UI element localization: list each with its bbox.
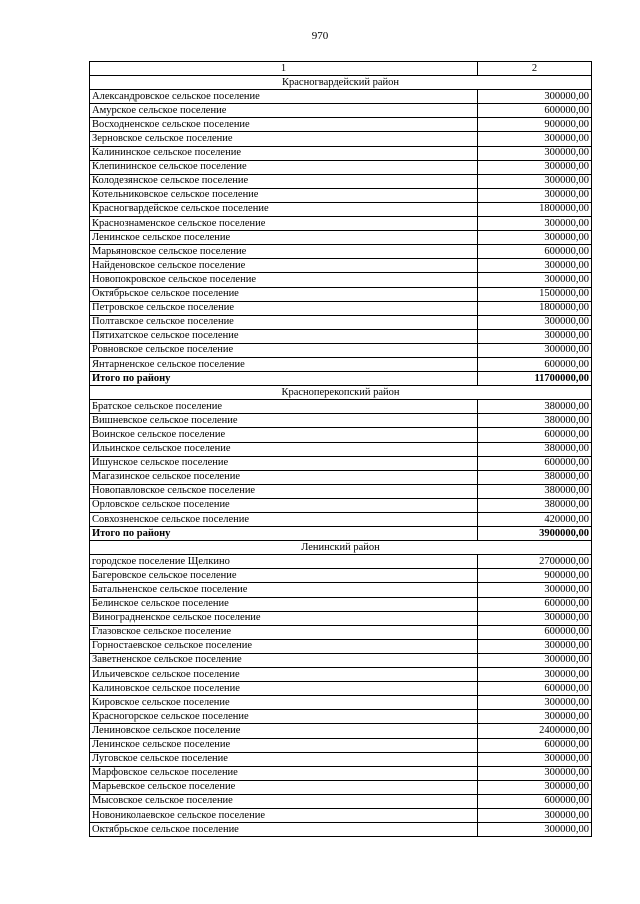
header-row: [90, 62, 592, 76]
settlement-name: Магазинское сельское поселение: [90, 470, 478, 484]
settlement-name: Братское сельское поселение: [90, 400, 478, 414]
amount-value: 300000,00: [478, 132, 592, 146]
settlement-name: Батальненское сельское поселение: [90, 583, 478, 597]
amount-value: 300000,00: [478, 653, 592, 667]
section-header-row: [90, 541, 592, 555]
section-title: Ленинский район: [90, 541, 592, 555]
table-row: [90, 118, 592, 132]
settlement-name: Калиновское сельское поселение: [90, 682, 478, 696]
settlement-name: Красногорское сельское поселение: [90, 710, 478, 724]
amount-value: 600000,00: [478, 245, 592, 259]
table-row: [90, 343, 592, 357]
amount-value: 600000,00: [478, 738, 592, 752]
page-number: 970: [311, 30, 329, 42]
table-row: [90, 400, 592, 414]
settlement-name: Красногвардейское сельское поселение: [90, 202, 478, 216]
table-row: [90, 259, 592, 273]
total-row: [90, 527, 592, 541]
table-row: [90, 724, 592, 738]
amount-value: 600000,00: [478, 456, 592, 470]
table-row: [90, 357, 592, 371]
table-row: [90, 104, 592, 118]
settlement-name: Ленинское сельское поселение: [90, 231, 478, 245]
settlement-name: Совхозненское сельское поселение: [90, 513, 478, 527]
amount-value: 600000,00: [478, 104, 592, 118]
settlement-name: Янтарненское сельское поселение: [90, 357, 478, 371]
table-row: [90, 428, 592, 442]
settlement-name: Ленинское сельское поселение: [90, 738, 478, 752]
amount-value: 380000,00: [478, 470, 592, 484]
settlement-name: Мысовское сельское поселение: [90, 794, 478, 808]
header-col-2: 2: [478, 62, 592, 76]
settlement-name: Колодезянское сельское поселение: [90, 174, 478, 188]
table-row: [90, 738, 592, 752]
amount-value: 300000,00: [478, 174, 592, 188]
table-row: [90, 710, 592, 724]
amount-value: 900000,00: [478, 118, 592, 132]
amount-value: 300000,00: [478, 780, 592, 794]
table-row: [90, 639, 592, 653]
table-row: [90, 217, 592, 231]
settlement-name: Амурское сельское поселение: [90, 104, 478, 118]
amount-value: 300000,00: [478, 696, 592, 710]
settlement-name: Марьевское сельское поселение: [90, 780, 478, 794]
settlement-name: Новопавловское сельское поселение: [90, 484, 478, 498]
settlement-name: Ровновское сельское поселение: [90, 343, 478, 357]
table-row: [90, 583, 592, 597]
settlement-name: Вишневское сельское поселение: [90, 414, 478, 428]
settlement-name: Заветненское сельское поселение: [90, 653, 478, 667]
table-row: [90, 569, 592, 583]
amount-value: 380000,00: [478, 414, 592, 428]
table-row: [90, 653, 592, 667]
table-row: [90, 555, 592, 569]
settlement-name: Кировское сельское поселение: [90, 696, 478, 710]
budget-table: [89, 61, 592, 837]
settlement-name: Калининское сельское поселение: [90, 146, 478, 160]
table-row: [90, 90, 592, 104]
amount-value: 1800000,00: [478, 301, 592, 315]
settlement-name: Пятихатское сельское поселение: [90, 329, 478, 343]
settlement-name: Воинское сельское поселение: [90, 428, 478, 442]
section-header-row: [90, 386, 592, 400]
amount-value: 300000,00: [478, 823, 592, 837]
amount-value: 300000,00: [478, 611, 592, 625]
total-label: Итого по району: [90, 372, 478, 386]
settlement-name: Краснознаменское сельское поселение: [90, 217, 478, 231]
table-row: [90, 668, 592, 682]
amount-value: 2400000,00: [478, 724, 592, 738]
settlement-name: Полтавское сельское поселение: [90, 315, 478, 329]
amount-value: 600000,00: [478, 357, 592, 371]
settlement-name: Найденовское сельское поселение: [90, 259, 478, 273]
amount-value: 300000,00: [478, 90, 592, 104]
table-row: [90, 823, 592, 837]
table-row: [90, 780, 592, 794]
settlement-name: Ильинское сельское поселение: [90, 442, 478, 456]
amount-value: 2700000,00: [478, 555, 592, 569]
settlement-name: Александровское сельское поселение: [90, 90, 478, 104]
amount-value: 300000,00: [478, 217, 592, 231]
header-col-1: 1: [90, 62, 478, 76]
table-body: [90, 62, 592, 837]
table-row: [90, 329, 592, 343]
table-row: [90, 808, 592, 822]
table-row: [90, 513, 592, 527]
settlement-name: Клепининское сельское поселение: [90, 160, 478, 174]
table-row: [90, 456, 592, 470]
settlement-name: Зерновское сельское поселение: [90, 132, 478, 146]
total-value: 3900000,00: [478, 527, 592, 541]
settlement-name: Белинское сельское поселение: [90, 597, 478, 611]
table-row: [90, 597, 592, 611]
amount-value: 600000,00: [478, 682, 592, 696]
amount-value: 300000,00: [478, 329, 592, 343]
table-row: [90, 174, 592, 188]
table-row: [90, 301, 592, 315]
amount-value: 300000,00: [478, 146, 592, 160]
amount-value: 300000,00: [478, 668, 592, 682]
total-value: 11700000,00: [478, 372, 592, 386]
settlement-name: Новониколаевское сельское поселение: [90, 808, 478, 822]
section-title: Красноперекопский район: [90, 386, 592, 400]
table-row: [90, 611, 592, 625]
amount-value: 420000,00: [478, 513, 592, 527]
table-row: [90, 470, 592, 484]
table-row: [90, 146, 592, 160]
settlement-name: Горностаевское сельское поселение: [90, 639, 478, 653]
amount-value: 300000,00: [478, 315, 592, 329]
settlement-name: Ильичевское сельское поселение: [90, 668, 478, 682]
amount-value: 380000,00: [478, 442, 592, 456]
amount-value: 300000,00: [478, 583, 592, 597]
amount-value: 300000,00: [478, 160, 592, 174]
amount-value: 600000,00: [478, 428, 592, 442]
amount-value: 600000,00: [478, 794, 592, 808]
settlement-name: Марфовское сельское поселение: [90, 766, 478, 780]
table-row: [90, 188, 592, 202]
table-row: [90, 245, 592, 259]
settlement-name: Петровское сельское поселение: [90, 301, 478, 315]
amount-value: 300000,00: [478, 808, 592, 822]
settlement-name: Виноградненское сельское поселение: [90, 611, 478, 625]
settlement-name: Марьяновское сельское поселение: [90, 245, 478, 259]
settlement-name: Багеровское сельское поселение: [90, 569, 478, 583]
amount-value: 380000,00: [478, 484, 592, 498]
amount-value: 1500000,00: [478, 287, 592, 301]
section-header-row: [90, 76, 592, 90]
table-row: [90, 498, 592, 512]
table-row: [90, 160, 592, 174]
table-row: [90, 794, 592, 808]
amount-value: 300000,00: [478, 231, 592, 245]
table-row: [90, 414, 592, 428]
total-label: Итого по району: [90, 527, 478, 541]
amount-value: 300000,00: [478, 343, 592, 357]
table-row: [90, 752, 592, 766]
amount-value: 300000,00: [478, 710, 592, 724]
section-title: Красногвардейский район: [90, 76, 592, 90]
amount-value: 300000,00: [478, 188, 592, 202]
total-row: [90, 372, 592, 386]
settlement-name: Орловское сельское поселение: [90, 498, 478, 512]
table-row: [90, 696, 592, 710]
table-row: [90, 682, 592, 696]
amount-value: 900000,00: [478, 569, 592, 583]
table-row: [90, 287, 592, 301]
amount-value: 300000,00: [478, 766, 592, 780]
amount-value: 380000,00: [478, 400, 592, 414]
table-row: [90, 625, 592, 639]
table-row: [90, 273, 592, 287]
settlement-name: Восходненское сельское поселение: [90, 118, 478, 132]
amount-value: 300000,00: [478, 259, 592, 273]
settlement-name: Котельниковское сельское поселение: [90, 188, 478, 202]
table-row: [90, 766, 592, 780]
amount-value: 600000,00: [478, 625, 592, 639]
amount-value: 600000,00: [478, 597, 592, 611]
table-row: [90, 231, 592, 245]
table-row: [90, 442, 592, 456]
amount-value: 300000,00: [478, 752, 592, 766]
table-row: [90, 202, 592, 216]
settlement-name: Ишунское сельское поселение: [90, 456, 478, 470]
table-row: [90, 132, 592, 146]
table-row: [90, 315, 592, 329]
settlement-name: городское поселение Щелкино: [90, 555, 478, 569]
amount-value: 380000,00: [478, 498, 592, 512]
table-row: [90, 484, 592, 498]
settlement-name: Луговское сельское поселение: [90, 752, 478, 766]
settlement-name: Лениновское сельское поселение: [90, 724, 478, 738]
amount-value: 1800000,00: [478, 202, 592, 216]
settlement-name: Октябрьское сельское поселение: [90, 823, 478, 837]
amount-value: 300000,00: [478, 639, 592, 653]
amount-value: 300000,00: [478, 273, 592, 287]
settlement-name: Глазовское сельское поселение: [90, 625, 478, 639]
settlement-name: Октябрьское сельское поселение: [90, 287, 478, 301]
settlement-name: Новопокровское сельское поселение: [90, 273, 478, 287]
